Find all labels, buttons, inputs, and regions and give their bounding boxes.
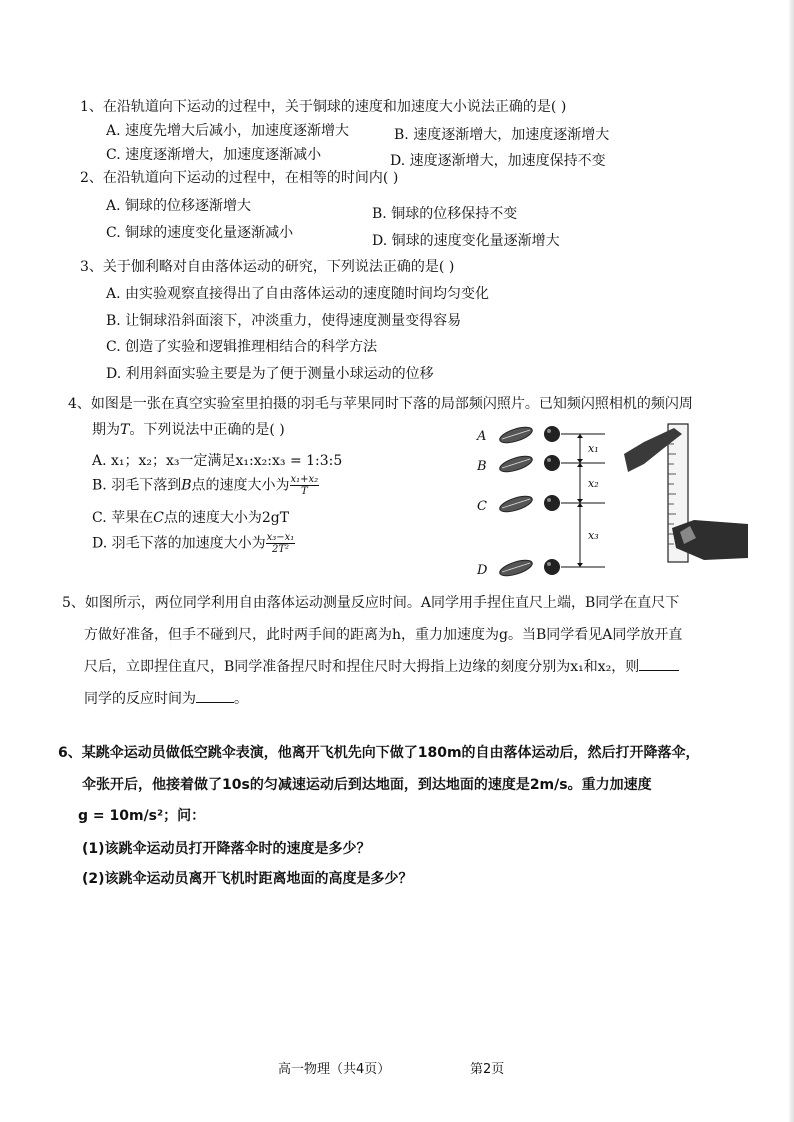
q2-option-d: D. 铜球的速度变化量逐渐增大 (372, 233, 560, 249)
q6-line3: g = 10m/s²；问： (78, 808, 206, 824)
q5-line4: 同学的反应时间为 。 (84, 691, 248, 707)
q6-sub2: (2)该跳伞运动员离开飞机时距离地面的高度是多少？ (82, 871, 413, 887)
apple-c (544, 495, 560, 511)
apple-a (544, 426, 560, 442)
q1-option-d: D. 速度逐渐增大，加速度保持不变 (390, 153, 606, 169)
q5-line1: 5、如图所示，两位同学利用自由落体运动测量反应时间。A同学用手捏住直尺上端，B同学在直尺下 (62, 595, 680, 611)
q6-sub1: (1)该跳伞运动员打开降落伞时的速度是多少？ (82, 841, 371, 857)
footer-page-number: 第2页 (470, 1062, 505, 1077)
q1-option-a: A. 速度先增大后减小，加速度逐渐增大 (106, 123, 350, 139)
q4-stem-line2: 期为T。下列说法中正确的是( ) (92, 422, 285, 438)
q3-stem: 3、关于伽利略对自由落体运动的研究，下列说法正确的是( ) (80, 259, 455, 275)
q4-option-b: B. 羽毛下落到B点的速度大小为 $\frac{\text{x₁+x₂}}{T}$ (92, 474, 319, 497)
q3-option-c: C. 创造了实验和逻辑推理相结合的科学方法 (106, 339, 378, 355)
label-a: A (477, 429, 487, 444)
q6-line2: 伞张开后，他接着做了10s的匀减速运动后到达地面，到达地面的速度是2m/s。重力加速度 (82, 777, 652, 793)
label-x1: x₁ (588, 442, 599, 455)
q4-option-a: A. x₁；x₂；x₃一定满足x₁:x₂:x₃ = 1:3:5 (92, 453, 343, 469)
ruler-hands-photo (624, 420, 748, 568)
q1-option-c: C. 速度逐渐增大，加速度逐渐减小 (106, 147, 322, 163)
q1-stem: 1、在沿轨道向下运动的过程中，关于铜球的速度和加速度大小说法正确的是( ) (80, 99, 567, 115)
q3-option-b: B. 让铜球沿斜面滚下，冲淡重力，使得速度测量变得容易 (106, 313, 462, 329)
answer-blank (196, 690, 234, 703)
scan-edge-shadow (788, 0, 794, 1122)
feather-b (498, 453, 534, 475)
feather-c (498, 493, 534, 515)
q2-stem: 2、在沿轨道向下运动的过程中，在相等的时间内( ) (80, 170, 399, 186)
strobe-photo-figure (470, 418, 620, 583)
q4-option-d: D. 羽毛下落的加速度大小为 $\frac{\text{x₃−x₁}}{\text{2T²}}$ (92, 532, 295, 555)
q5-line3: 尺后，立即捏住直尺，B同学准备捏尺时和捏住尺时大拇指上边缘的刻度分别为x₁和x₂，则 (84, 656, 679, 676)
footer-course: 高一物理（共4页） (278, 1062, 391, 1077)
q4-stem-line1: 4、如图是一张在真空实验室里拍摄的羽毛与苹果同时下落的局部频闪照片。已知频闪照相机的频闪周 (68, 396, 693, 412)
q2-option-c: C. 铜球的速度变化量逐渐减小 (106, 225, 294, 241)
feather-d (498, 557, 534, 579)
q2-option-b: B. 铜球的位移保持不变 (372, 206, 518, 222)
feather-a (498, 424, 534, 446)
apple-b (544, 455, 560, 471)
label-c: C (477, 499, 487, 514)
q3-option-a: A. 由实验观察直接得出了自由落体运动的速度随时间均匀变化 (106, 286, 490, 302)
label-x3: x₃ (588, 529, 599, 542)
q1-option-b: B. 速度逐渐增大，加速度逐渐增大 (394, 127, 610, 143)
label-b: B (477, 459, 487, 474)
label-d: D (477, 563, 488, 578)
q3-option-d: D. 利用斜面实验主要是为了便于测量小球运动的位移 (106, 366, 434, 382)
q2-option-a: A. 铜球的位移逐渐增大 (106, 198, 252, 214)
label-x2: x₂ (588, 477, 599, 490)
apple-d (544, 559, 560, 575)
q4-option-c: C. 苹果在C点的速度大小为2gT (92, 510, 290, 526)
q5-line2: 方做好准备，但手不碰到尺，此时两手间的距离为h，重力加速度为g。当B同学看见A同学放开直 (84, 627, 683, 643)
q6-line1: 6、某跳伞运动员做低空跳伞表演，他离开飞机先向下做了180m的自由落体运动后，然后打开降落伞， (58, 745, 700, 761)
